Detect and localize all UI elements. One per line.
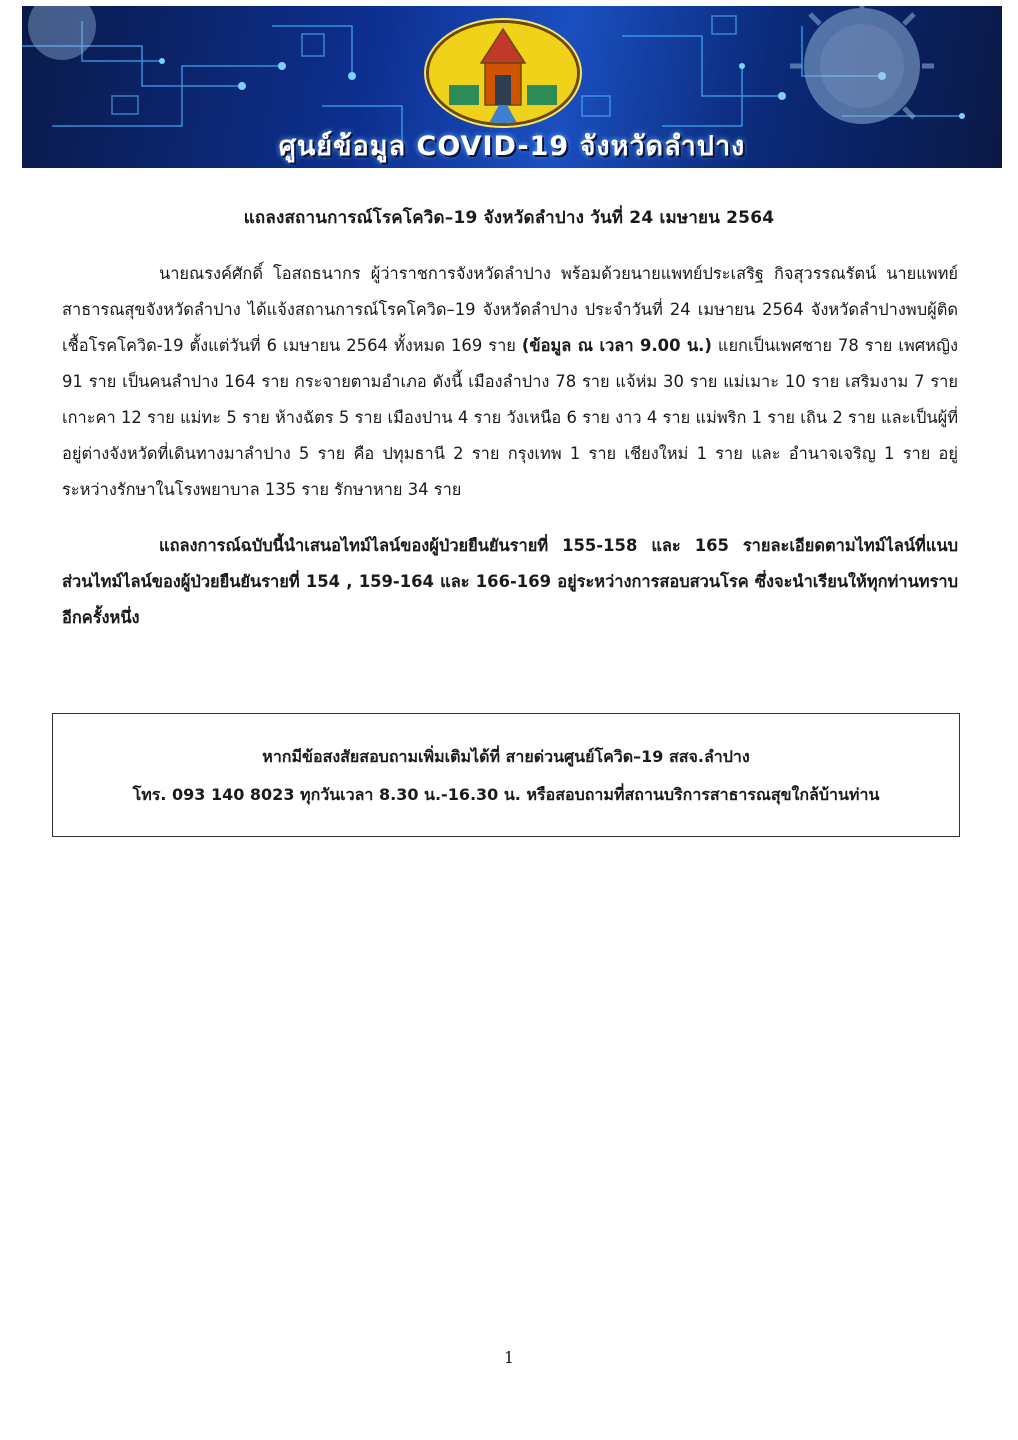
page-number: 1: [503, 1348, 515, 1367]
contact-box: [52, 713, 960, 837]
data-time-note: (ข้อมูล ณ เวลา 9.00 น.): [521, 336, 712, 355]
header-banner: [22, 6, 1002, 168]
virus-icon: [790, 6, 934, 124]
situation-paragraph: [62, 256, 958, 508]
paragraph-text-end: แยกเป็นเพศชาย 78 ราย เพศหญิง 91 ราย เป็นคนลำปาง 164 ราย กระจายตามอำเภอ ดังนี้ เมืองลำปาง 78 ราย แจ้ห่ม 30 ราย แม่เมาะ 10 ราย เสริมงาม 7 ราย เกาะคา 12 ราย แม่ทะ 5 ราย ห้างฉัตร 5 ราย เมืองปาน 4 ราย วังเหนือ 6 ราย งาว 4 ราย แม่พริก 1 ราย เถิน 2 ราย และเป็นผู้ที่อยู่ต่างจังหวัดที่เดินทางมาลำปาง 5 ราย คือ ปทุมธานี 2 ราย กรุงเทพ 1 ราย เชียงใหม่ 1 ราย และ อำนาจเจริญ 1 ราย อยู่ระหว่างรักษาในโรงพยาบาล 135 ราย รักษาหาย 34 ราย: [62, 336, 958, 499]
banner-title: ศูนย์ข้อมูล COVID-19 จังหวัดลำปาง: [278, 131, 746, 162]
timeline-paragraph: แถลงการณ์ฉบับนี้นำเสนอไทม์ไลน์ของผู้ป่วยยืนยันรายที่ 155-158 และ 165 รายละเอียดตามไทม์ไลน์ที่แนบ ส่วนไทม์ไลน์ของผู้ป่วยยืนยันรายที่ 154 , 159-164 และ 166-169 อยู่ระหว่างการสอบสวนโรค ซึ่งจะนำเรียนให้ทุกท่านทราบอีกครั้งหนึ่ง: [62, 536, 958, 627]
virus-icon-left: [28, 6, 96, 60]
contact-phone: โทร. 093 140 8023 ทุกวันเวลา 8.30 น.-16.30 น. หรือสอบถามที่สถานบริการสาธารณสุขใกล้บ้านท่าน: [132, 785, 880, 804]
document-title: แถลงสถานการณ์โรคโควิด–19 จังหวัดลำปาง วันที่ 24 เมษายน 2564: [243, 208, 775, 228]
provincial-seal-logo: [426, 20, 580, 126]
contact-hotline: หากมีข้อสงสัยสอบถามเพิ่มเติมได้ที่ สายด่วนศูนย์โควิด–19 สสจ.ลำปาง: [262, 747, 750, 766]
paragraph-text-start: นายณรงค์ศักดิ์ โอสถธนากร ผู้ว่าราชการจังหวัดลำปาง พร้อมด้วยนายแพทย์ประเสริฐ กิจสุวรรณรัตน์ นายแพทย์สาธารณสุขจังหวัดลำปาง ได้แจ้งสถานการณ์โรคโควิด–19 จังหวัดลำปาง ประจำวันที่ 24 เมษายน 2564 จังหวัดลำปางพบผู้ติดเชื้อโรคโควิด-19 ตั้งแต่วันที่ 6 เมษายน 2564 ทั้งหมด 169 ราย: [62, 264, 958, 355]
